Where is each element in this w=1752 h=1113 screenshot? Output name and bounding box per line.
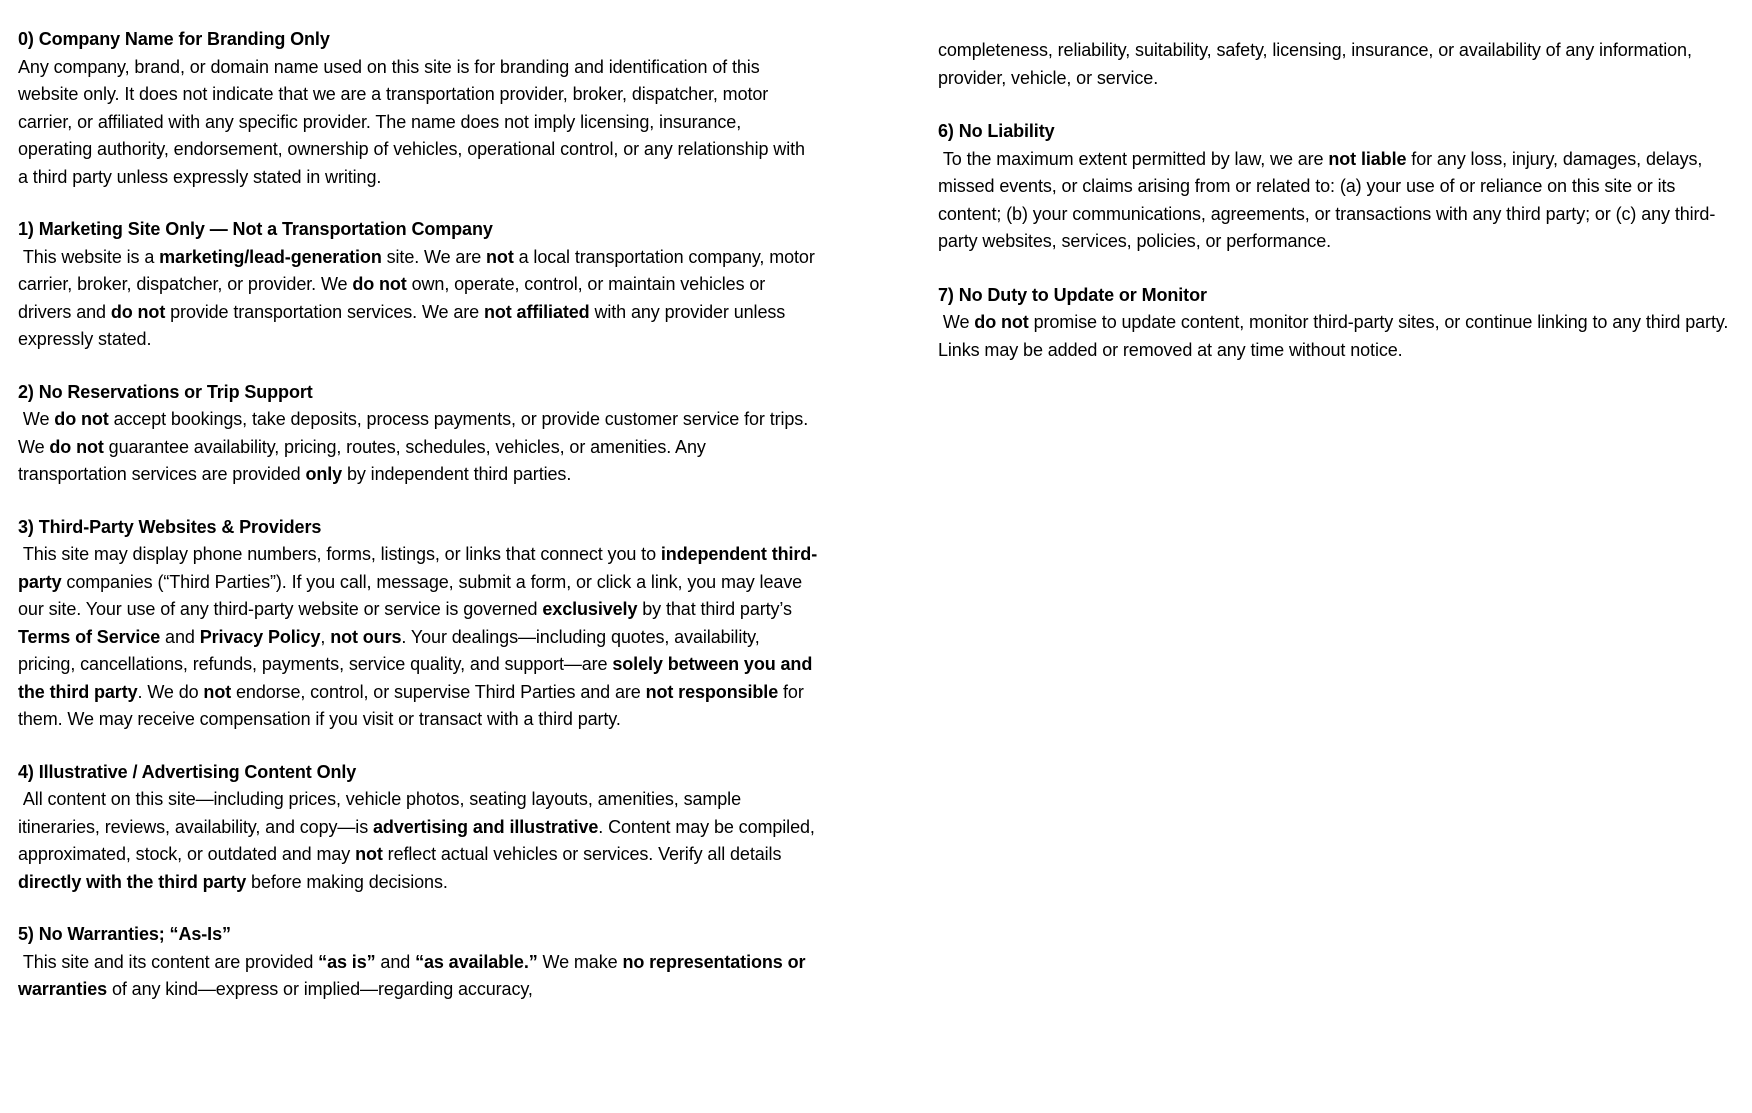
section-5-heading: 5) No Warranties; “As-Is” <box>18 924 231 944</box>
section-1-heading: 1) Marketing Site Only — Not a Transportation Company <box>18 219 493 239</box>
section-no-warranties <box>18 921 818 1004</box>
section-illustrative-content <box>18 759 818 897</box>
section-4-heading: 4) Illustrative / Advertising Content Only <box>18 761 357 782</box>
section-2-body: We do not accept bookings, take deposits, process payments, or provide customer service for trips. We do not guarantee availability, pricing, routes, schedules, vehicles, or amenities. Any transportation services are provided only by independent third parties. <box>18 409 814 484</box>
section-0-body: Any company, brand, or domain name used on this site is for branding and identification of this website only. It does not indicate that we are a transportation provider, broker, dispatcher, motor carrier, or affiliated with any specific provider. The name does not imply licensing, insurance, operating authority, endorsement, ownership of vehicles, operational control, or any relationship with a third party unless expressly stated in writing. <box>18 56 810 187</box>
section-no-reservations <box>18 379 818 489</box>
right-column <box>938 26 1738 390</box>
section-3-heading: 3) Third-Party Websites & Providers <box>18 516 322 537</box>
section-6-heading: 6) No Liability <box>938 121 1055 141</box>
section-7-body: We do not promise to update content, monitor third-party sites, or continue linking to any third party. Links may be added or removed at any time without notice. <box>938 312 1734 360</box>
section-6-body: To the maximum extent permitted by law, we are not liable for any loss, injury, damages, delays, missed events, or claims arising from or related to: (a) your use of or reliance on this site or its content; (b) your communications, agreements, or transactions with any third party; or (c) any third-party websites, services, policies, or performance. <box>938 148 1716 251</box>
section-7-heading: 7) No Duty to Update or Monitor <box>938 284 1207 305</box>
section-no-duty-to-update <box>938 282 1738 365</box>
section-5-body-continued: completeness, reliability, suitability, safety, licensing, insurance, or availability of any information, provider, vehicle, or service. <box>938 40 1697 88</box>
section-4-body: All content on this site—including prices, vehicle photos, seating layouts, amenities, sample itineraries, reviews, availability, and copy—is advertising and illustrative. Content may be compiled, approximated, stock, or outdated and may not reflect actual vehicles or services. Verify all details directly with the third party before making decisions. <box>18 789 820 892</box>
section-marketing-site-only <box>18 216 818 354</box>
section-1-body: This website is a marketing/lead-generation site. We are not a local transportation company, motor carrier, broker, dispatcher, or provider. We do not own, operate, control, or maintain vehicles or drivers and do not provide transportation services. We are not affiliated with any provider unless expressly stated. <box>18 246 820 349</box>
section-0-heading: 0) Company Name for Branding Only <box>18 29 330 49</box>
section-no-liability <box>938 118 1738 256</box>
left-column <box>18 26 818 1029</box>
section-no-warranties-continuation <box>938 37 1738 92</box>
section-third-party-websites <box>18 514 818 734</box>
section-3-body: This site may display phone numbers, forms, listings, or links that connect you to independent third-party companies (“Third Parties”). If you call, message, submit a form, or click a link, you may leave our site. Your use of any third-party website or service is governed exclusively by that third party’s Terms of Service and Privacy Policy, not ours. Your dealings—including quotes, availability, pricing, cancellations, refunds, payments, service quality, and support—are solely between you and the third party. We do not endorse, control, or supervise Third Parties and are not responsible for them. We may receive compensation if you visit or transact with a third party. <box>18 544 818 729</box>
section-2-heading: 2) No Reservations or Trip Support <box>18 381 313 402</box>
section-company-name-branding <box>18 26 818 191</box>
section-5-body: This site and its content are provided “as is” and “as available.” We make no representations or warranties of any kind—express or implied—regarding accuracy, <box>18 951 811 999</box>
